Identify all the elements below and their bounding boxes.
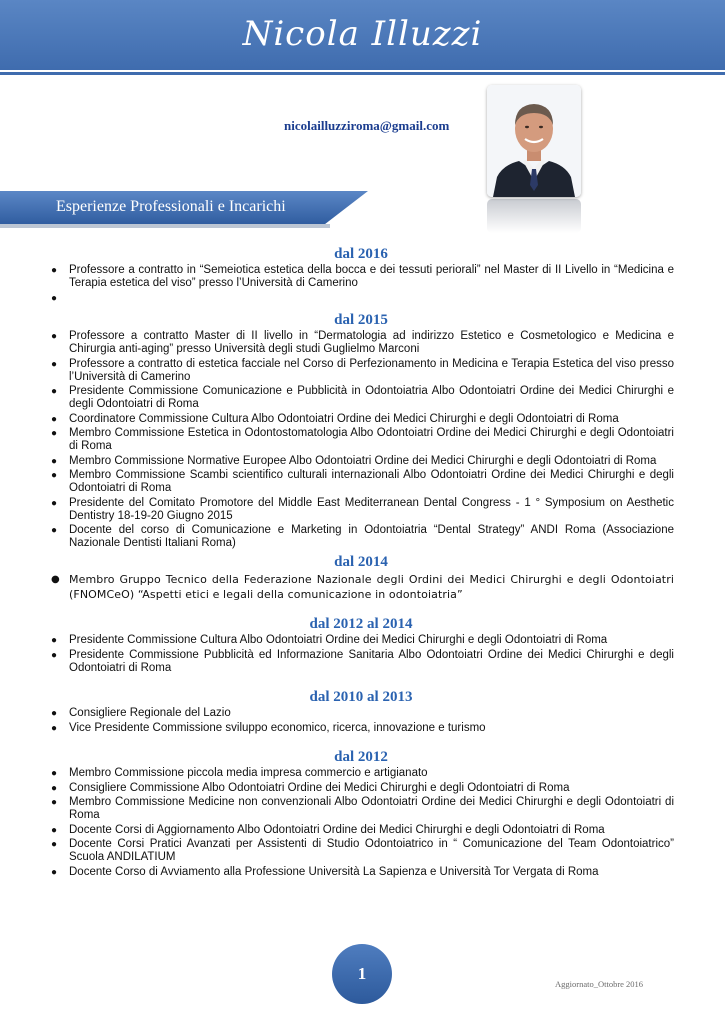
- list-item: ● Consigliere Commissione Albo Odontoiatri Ordine dei Medici Chirurghi e degli Odontoiatri di Roma: [51, 781, 570, 794]
- list-item: [48, 292, 674, 305]
- list-item: ● Presidente del Comitato Promotore del Middle East Mediterranean Dental Congress - 1 ° Symposium on Aesthetic Dentistry 18-19-20 Giugno 2015: [51, 496, 674, 522]
- list-item: ● Membro Commissione Estetica in Odontostomatologia Albo Odontoiatri Ordine dei Medici Chirurghi e degli Odontoiatri di Roma: [51, 427, 674, 452]
- experience-list: [48, 244, 674, 880]
- group-heading: dal 2015: [334, 312, 388, 328]
- group-2012-2014: [48, 614, 674, 675]
- list-item: ● Docente Corso di Avviamento alla Professione Università La Sapienza e Università Tor Vergata di Roma: [51, 865, 599, 878]
- page-title: Nicola Illuzzi: [242, 14, 483, 54]
- list-item: ● Professore a contratto Master di II livello in “Dermatologia ad indirizzo Estetico e Cosmetologico e Medicina e Chirurgia anti-aging” presso Università degli studi Guglielmo Marconi: [51, 330, 674, 355]
- bullet-icon: ●: [51, 386, 58, 397]
- bullet-icon: ●: [51, 768, 58, 779]
- bullet-icon: ●: [51, 358, 58, 370]
- list-item: ● Membro Commissione Medicine non convenzionali Albo Odontoiatri Ordine dei Medici Chirurghi e degli Odontoiatri di Roma: [51, 796, 674, 821]
- group-heading: dal 2012 al 2014: [309, 616, 413, 632]
- bullet-icon: ●: [51, 708, 58, 719]
- portrait-image: [487, 85, 581, 197]
- list-item: ● Membro Commissione Normative Europee Albo Odontoiatri Ordine dei Medici Chirurghi e degli Odontoiatri di Roma: [51, 454, 657, 467]
- section-banner-shadow: [0, 224, 330, 228]
- profile-photo: [487, 85, 581, 197]
- group-heading: dal 2016: [334, 246, 388, 262]
- bullet-icon: ●: [51, 455, 58, 467]
- group-2010-2013: [48, 687, 674, 735]
- group-2012: [48, 747, 674, 879]
- bullet-icon: ●: [51, 497, 58, 509]
- photo-reflection: [487, 199, 581, 233]
- bullet-icon: ●: [51, 866, 58, 878]
- bullet-icon: ●: [51, 797, 58, 808]
- list-item: ● Presidente Commissione Comunicazione e Pubblicità in Odontoiatria Albo Odontoiatri Ordine dei Medici Chirurghi e degli Odontoiatri di Roma: [51, 385, 674, 410]
- bullet-icon: ●: [51, 573, 60, 585]
- list-item: ● Docente del corso di Comunicazione e Marketing in Odontoiatria “Dental Strategy” ANDI Roma (Associazione Nazionale Dentisti Italiani Roma): [51, 524, 674, 549]
- section-title: Esperienze Professionali e Incarichi: [56, 198, 286, 215]
- bullet-icon: ●: [51, 649, 58, 661]
- group-heading: dal 2010 al 2013: [309, 689, 413, 705]
- list-item: ● Membro Commissione piccola media impresa commercio e artigianato: [51, 767, 428, 779]
- list-item: ● Docente Corsi di Aggiornamento Albo Odontoiatri Ordine dei Medici Chirurghi e degli Odontoiatri di Roma: [51, 823, 605, 836]
- list-item: ● Membro Gruppo Tecnico della Federazione Nazionale degli Ordini dei Medici Chirurghi e degli Odontoiatri (FNOMCeO) “Aspetti etici e legali della comunicazione in odontoiatria”: [51, 572, 674, 601]
- list-item: ● Docente Corsi Pratici Avanzati per Assistenti di Studio Odontoiatrico in “ Comunicazione del Team Odontoiatrico” Scuola ANDILATIUM: [51, 838, 674, 863]
- list-item: ● Coordinatore Commissione Cultura Albo Odontoiatri Ordine dei Medici Chirurghi e degli Odontoiatri di Roma: [51, 412, 619, 425]
- bullet-icon: ●: [51, 839, 58, 850]
- bullet-icon: ●: [51, 413, 58, 425]
- bullet-icon: ●: [51, 722, 58, 734]
- list-item: ● Vice Presidente Commissione sviluppo economico, ricerca, innovazione e turismo: [51, 721, 486, 734]
- bullet-icon: ●: [51, 331, 58, 342]
- list-item: ● Membro Commissione Scambi scientifico culturali internazionali Albo Odontoiatri Ordine dei Medici Chirurghi e degli Odontoiatri di Roma: [51, 469, 674, 494]
- bullet-icon: ●: [51, 428, 58, 439]
- bullet-icon: ●: [51, 265, 58, 276]
- page-number: 1: [332, 944, 392, 1004]
- list-item: ● Professore a contratto di estetica facciale nel Corso di Perfezionamento in Medicina e Terapia Estetica del viso presso l’Università di Camerino: [51, 357, 674, 383]
- list-item: ● Presidente Commissione Pubblicità ed Informazione Sanitaria Albo Odontoiatri Ordine dei Medici Chirurghi e degli Odontoiatri di Roma: [51, 648, 674, 674]
- header-divider: [0, 72, 725, 75]
- group-heading: dal 2014: [334, 553, 388, 570]
- bullet-icon: ●: [51, 470, 58, 481]
- list-item: ● Presidente Commissione Cultura Albo Odontoiatri Ordine dei Medici Chirurghi e degli Odontoiatri di Roma: [51, 634, 608, 646]
- group-2015: [48, 310, 674, 550]
- bullet-icon: ●: [51, 292, 58, 304]
- group-heading: dal 2012: [334, 749, 388, 765]
- list-item: ● Professore a contratto in “Semeiotica estetica della bocca e dei tessuti periorali” nel Master di II Livello in “Medicina e Terapia estetica del viso” presso l’Università di Camerino: [51, 264, 674, 289]
- bullet-icon: ●: [51, 635, 58, 646]
- bullet-icon: ●: [51, 782, 58, 794]
- group-2014: [48, 552, 674, 602]
- list-item: ● Consigliere Regionale del Lazio: [51, 707, 231, 719]
- bullet-icon: ●: [51, 824, 58, 836]
- updated-date: Aggiornato_Ottobre 2016: [555, 979, 644, 989]
- group-2016: [48, 244, 674, 305]
- bullet-icon: ●: [51, 525, 58, 536]
- email-address[interactable]: nicolailluzziroma@gmail.com: [284, 118, 450, 133]
